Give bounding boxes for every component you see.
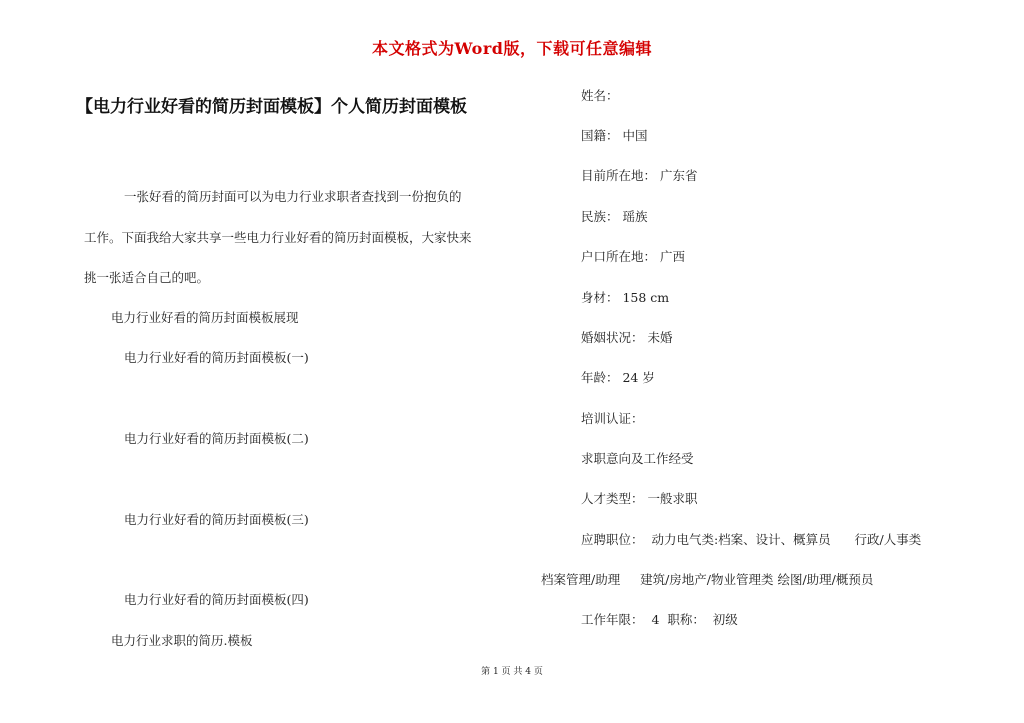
profile-position-line-2: 档案管理/助理 建筑/房地产/物业管理类 绘图/助理/概预员	[541, 572, 874, 587]
intro-line-3: 挑一张适合自己的吧。	[84, 270, 210, 285]
profile-training: 培训认证：	[581, 411, 644, 426]
profile-intent: 求职意向及工作经受	[581, 451, 694, 466]
profile-experience: 工作年限： 4 职称： 初级	[581, 612, 738, 627]
profile-height: 身材： 158 cm	[581, 290, 670, 305]
profile-talent-type: 人才类型： 一般求职	[581, 491, 698, 506]
page-footer: 第 1 页 共 4 页	[481, 667, 543, 677]
word-format-banner: 本文格式为Word版，下载可任意编辑	[372, 39, 652, 58]
intro-line-2: 工作。下面我给大家共享一些电力行业好看的简历封面模板，大家快来	[84, 230, 472, 245]
document-title: 【电力行业好看的简历封面模板】个人简历封面模板	[76, 97, 467, 117]
profile-ethnicity: 民族： 瑶族	[581, 209, 648, 224]
profile-hukou: 户口所在地： 广西	[581, 249, 685, 264]
template-item-3: 电力行业好看的简历封面模板(三)	[124, 512, 309, 527]
template-item-2: 电力行业好看的简历封面模板(二)	[124, 431, 309, 446]
profile-marital: 婚姻状况： 未婚	[581, 330, 673, 345]
template-item-1: 电力行业好看的简历封面模板(一)	[124, 350, 309, 365]
intro-line-1: 一张好看的简历封面可以为电力行业求职者查找到一份抱负的	[124, 189, 462, 204]
profile-age: 年龄： 24 岁	[581, 370, 655, 385]
section-heading: 电力行业好看的简历封面模板展现	[111, 310, 299, 325]
profile-position-line-1: 应聘职位： 动力电气类:档案、设计、概算员 行政/人事类	[581, 532, 922, 547]
profile-name: 姓名：	[581, 88, 619, 103]
template-item-4: 电力行业好看的简历封面模板(四)	[124, 592, 309, 607]
profile-nationality: 国籍： 中国	[581, 128, 648, 143]
closing-line: 电力行业求职的简历.模板	[111, 633, 253, 648]
profile-location: 目前所在地： 广东省	[581, 168, 698, 183]
